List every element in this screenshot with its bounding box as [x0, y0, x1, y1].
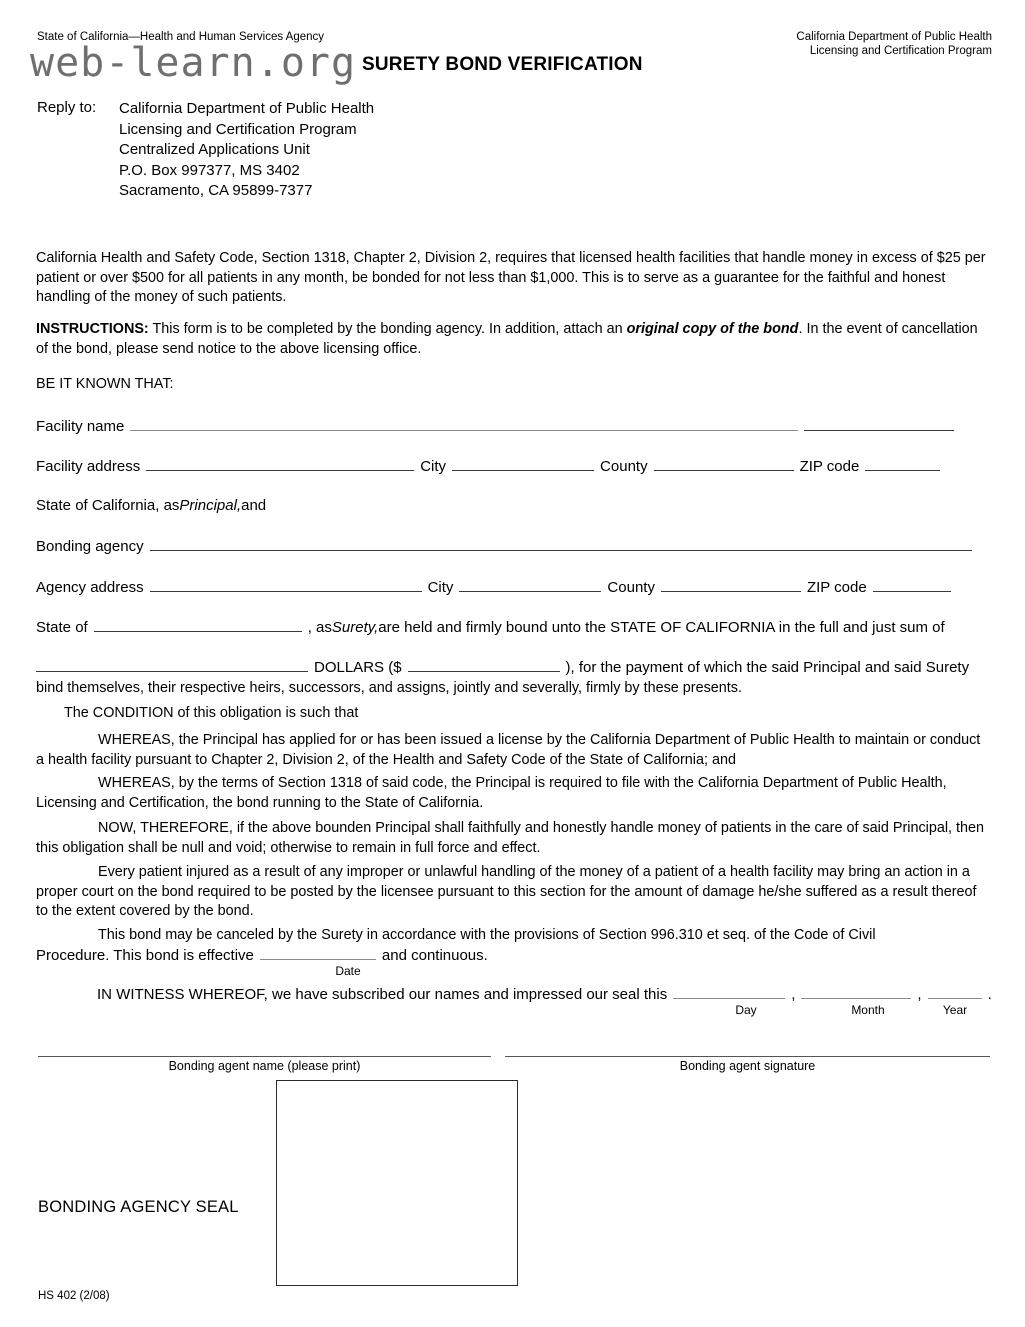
bond-amount-numeric-input[interactable]: [408, 658, 560, 672]
whereas-paragraph-2: WHEREAS, by the terms of Section 1318 of said code, the Principal is required to file with the California Department of Public Health, Licensing and Certification, the bond running to the State of California.: [36, 775, 947, 811]
facility-address-row: [36, 457, 946, 475]
bonding-agency-label: Bonding agency: [36, 538, 144, 555]
reply-to-line-3: Centralized Applications Unit: [119, 141, 310, 158]
agency-zip-input[interactable]: [873, 578, 951, 592]
bonding-agency-seal-box[interactable]: [276, 1080, 518, 1286]
facility-city-label: City: [420, 458, 447, 475]
facility-city-input[interactable]: [452, 457, 594, 471]
surety-text-after: are held and firmly bound unto the STATE OF CALIFORNIA in the full and just sum of: [378, 619, 945, 636]
facility-name-label: Facility name: [36, 418, 125, 435]
dollars-label: DOLLARS ($: [314, 659, 402, 676]
department-header-line2: Licensing and Certification Program: [809, 45, 992, 57]
instructions-emphasis: original copy of the bond: [626, 321, 799, 337]
principal-statement-row: [36, 497, 266, 514]
agent-name-signature-line[interactable]: [38, 1056, 491, 1057]
cancel-clause-line2-after: and continuous.: [381, 947, 488, 964]
surety-state-label: State of: [36, 619, 88, 636]
principal-italic: Principal,: [179, 497, 242, 514]
facility-name-input[interactable]: [130, 417, 798, 431]
agency-header-left: State of California—Health and Human Services Agency: [37, 31, 325, 43]
agent-name-caption: Bonding agent name (please print): [168, 1059, 361, 1073]
agency-county-input[interactable]: [661, 578, 801, 592]
agency-county-label: County: [607, 579, 655, 596]
facility-zip-input[interactable]: [865, 457, 940, 471]
instructions-lead-in: INSTRUCTIONS:: [36, 321, 149, 337]
statute-paragraph: California Health and Safety Code, Section 1318, Chapter 2, Division 2, requires that licensed health facilities that handle money in excess of $25 per patient or over $500 for all patients in any month, be bonded for not less than $1,000. This is to serve as a guarantee for the faithful and honest handling of the money of such patients.: [36, 250, 986, 305]
witness-day-input[interactable]: [673, 985, 785, 999]
whereas-paragraph-1: WHEREAS, the Principal has applied for or has been issued a license by the California Department of Public Health to maintain or conduct a health facility pursuant to Chapter 2, Division 2, of the Health and Safety Code of the State of California; and: [36, 732, 981, 768]
agency-city-label: City: [427, 579, 454, 596]
agency-address-input[interactable]: [150, 578, 422, 592]
bonding-agency-input[interactable]: [150, 537, 972, 551]
facility-zip-label: ZIP code: [799, 458, 860, 475]
surety-state-input[interactable]: [94, 618, 302, 632]
effective-date-row: [36, 946, 488, 964]
effective-date-caption: Date: [335, 964, 361, 978]
witness-text: IN WITNESS WHEREOF, we have subscribed our names and impressed our seal this: [97, 986, 668, 1003]
agency-city-input[interactable]: [459, 578, 601, 592]
instructions-text-after: . In the event of cancellation of the bond, please send notice to the above licensing office.: [36, 321, 978, 357]
every-patient-paragraph: Every patient injured as a result of any improper or unlawful handling of the money of a patient of a health facility may bring an action in a proper court on the bond required to be posted by the licensee pursuant to this section for the amount of damage he/she suffered as a result thereof to the extent covered by the bond.: [36, 864, 977, 919]
effective-date-input[interactable]: [260, 946, 376, 960]
now-therefore-paragraph: NOW, THEREFORE, if the above bounden Principal shall faithfully and honestly handle money of patients in the care of said Principal, then this obligation shall be null and void; otherwise to remain in full force and effect.: [36, 820, 985, 856]
witness-comma-1: ,: [791, 986, 796, 1003]
surety-italic: Surety,: [331, 619, 379, 636]
facility-address-label: Facility address: [36, 458, 141, 475]
form-number: HS 402 (2/08): [38, 1290, 110, 1302]
bind-themselves-text: bind themselves, their respective heirs, successors, and assigns, jointly and severally, firmly by these presents.: [36, 680, 742, 696]
watermark-text: web-learn.org: [30, 40, 357, 86]
reply-to-line-5: Sacramento, CA 95899-7377: [119, 182, 313, 199]
bond-amount-words-input[interactable]: [36, 658, 308, 672]
page-title: SURETY BOND VERIFICATION: [362, 54, 643, 75]
bond-amount-text-after: ), for the payment of which the said Principal and said Surety: [565, 659, 970, 676]
facility-name-input-ext[interactable]: [804, 417, 954, 431]
cancel-clause-line1: This bond may be canceled by the Surety in accordance with the provisions of Section 996.310 et seq. of the Code of Civil: [98, 927, 876, 943]
bonding-agency-row: [36, 537, 978, 555]
reply-to-line-4: P.O. Box 997377, MS 3402: [119, 161, 300, 179]
witness-period: .: [987, 986, 992, 1003]
principal-text-before: State of California, as: [36, 497, 180, 514]
reply-to-label: Reply to:: [37, 99, 97, 116]
facility-address-input[interactable]: [146, 457, 414, 471]
witness-comma-2: ,: [917, 986, 922, 1003]
instructions-paragraph: [36, 320, 990, 359]
witness-row: [97, 985, 992, 1003]
cancel-clause-line2-before: Procedure. This bond is effective: [36, 947, 254, 964]
condition-intro: The CONDITION of this obligation is such that: [64, 705, 359, 721]
facility-name-row: [36, 417, 960, 435]
facility-county-input[interactable]: [654, 457, 794, 471]
witness-day-caption: Day: [735, 1003, 757, 1017]
reply-to-line-2: Licensing and Certification Program: [119, 120, 357, 138]
reply-to-address: [119, 99, 374, 202]
agency-zip-label: ZIP code: [806, 579, 867, 596]
witness-month-input[interactable]: [801, 985, 911, 999]
agency-address-row: [36, 578, 957, 596]
surety-text-before: , as: [307, 619, 332, 636]
principal-text-after: and: [241, 497, 267, 514]
surety-state-row: [36, 618, 945, 636]
reply-to-line-1: California Department of Public Health: [119, 100, 375, 117]
witness-year-caption: Year: [942, 1003, 968, 1017]
agent-signature-caption: Bonding agent signature: [679, 1059, 816, 1073]
agency-address-label: Agency address: [36, 579, 144, 596]
witness-month-caption: Month: [851, 1003, 885, 1017]
be-it-known-heading: BE IT KNOWN THAT:: [36, 376, 174, 392]
department-header-line1: California Department of Public Health: [796, 31, 992, 43]
facility-county-label: County: [600, 458, 648, 475]
agent-signature-line[interactable]: [505, 1056, 990, 1057]
instructions-text-before: This form is to be completed by the bonding agency. In addition, attach an: [148, 321, 627, 337]
bonding-agency-seal-label: BONDING AGENCY SEAL: [38, 1198, 239, 1216]
witness-year-input[interactable]: [928, 985, 982, 999]
bond-amount-row: [36, 658, 969, 676]
department-header-right: [796, 30, 992, 58]
